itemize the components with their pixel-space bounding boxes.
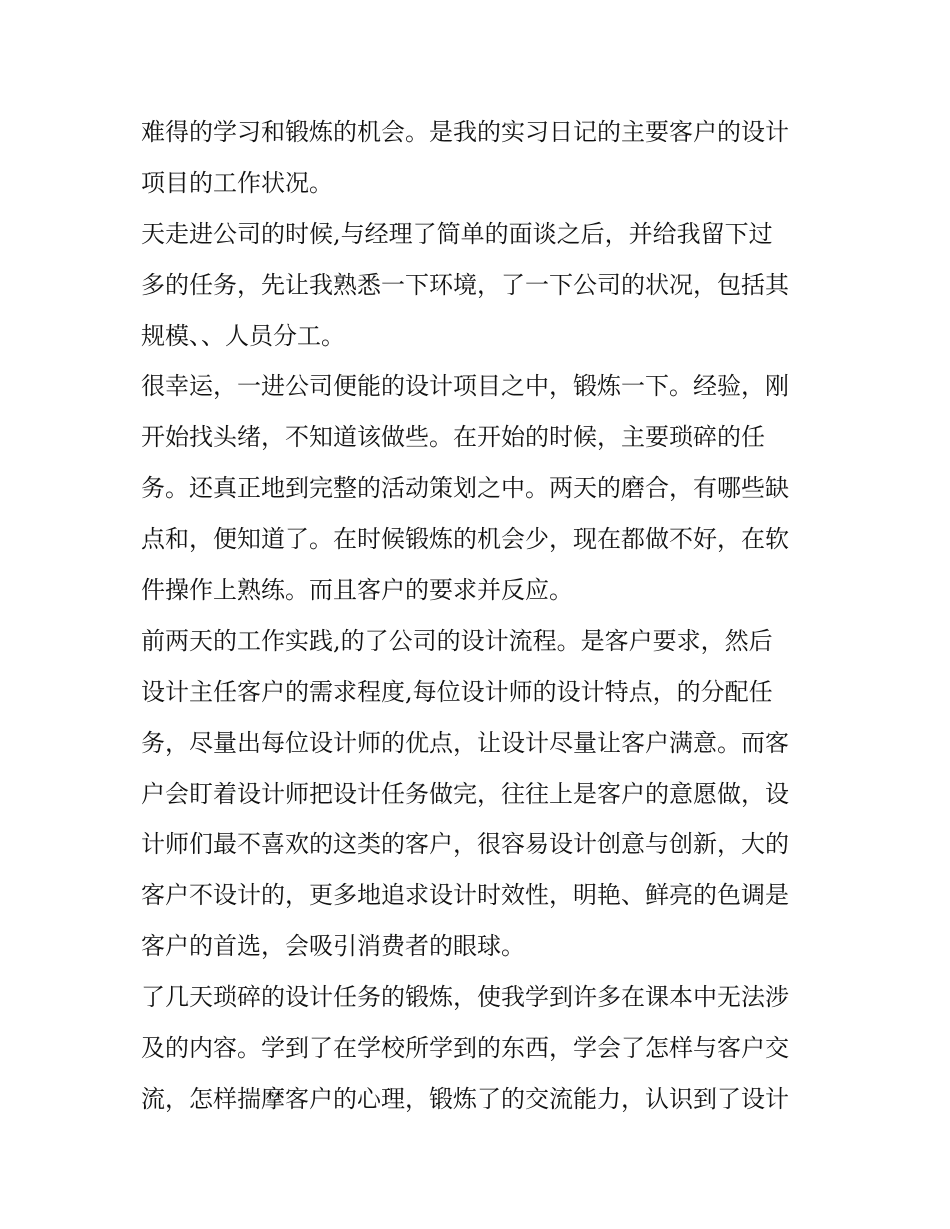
text-line: 流，怎样揣摩客户的心理，锻炼了的交流能力，认识到了设计 bbox=[141, 1084, 789, 1113]
text-line: 很幸运，一进公司便能的设计项目之中，锻炼一下。经验，刚 bbox=[141, 372, 789, 401]
text-line: 前两天的工作实践,的了公司的设计流程。是客户要求，然后 bbox=[141, 626, 773, 655]
text-line: 开始找头绪，不知道该做些。在开始的时候，主要琐碎的任 bbox=[141, 423, 765, 452]
text-line: 规模、、人员分工。 bbox=[141, 321, 345, 350]
text-line: 项目的工作状况。 bbox=[141, 168, 333, 197]
text-line: 难得的学习和锻炼的机会。是我的实习日记的主要客户的设计 bbox=[141, 118, 789, 146]
text-line: 件操作上熟练。而且客户的要求并反应。 bbox=[141, 576, 573, 605]
text-line: 点和，便知道了。在时候锻炼的机会少，现在都做不好，在软 bbox=[141, 525, 789, 554]
text-line: 天走进公司的时候,与经理了简单的面谈之后，并给我留下过 bbox=[141, 219, 773, 248]
text-line: 了几天琐碎的设计任务的锻炼，使我学到许多在课本中无法涉 bbox=[141, 983, 789, 1012]
text-line: 计师们最不喜欢的这类的客户，很容易设计创意与创新，大的 bbox=[141, 830, 789, 859]
text-line: 及的内容。学到了在学校所学到的东西，学会了怎样与客户交 bbox=[141, 1034, 789, 1063]
text-line: 多的任务，先让我熟悉一下环境，了一下公司的状况，包括其 bbox=[141, 270, 789, 299]
text-line: 户会盯着设计师把设计任务做完，往往上是客户的意愿做，设 bbox=[141, 779, 789, 808]
body-text bbox=[141, 107, 821, 1125]
text-line: 设计主任客户的需求程度,每位设计师的设计特点，的分配任 bbox=[141, 677, 773, 706]
text-line: 务。还真正地到完整的活动策划之中。两天的磨合，有哪些缺 bbox=[141, 474, 789, 503]
text-line: 务，尽量出每位设计师的优点，让设计尽量让客户满意。而客 bbox=[141, 728, 789, 757]
text-line: 客户不设计的，更多地追求设计时效性，明艳、鲜亮的色调是 bbox=[141, 881, 789, 910]
text-line: 客户的首选，会吸引消费者的眼球。 bbox=[141, 932, 525, 961]
